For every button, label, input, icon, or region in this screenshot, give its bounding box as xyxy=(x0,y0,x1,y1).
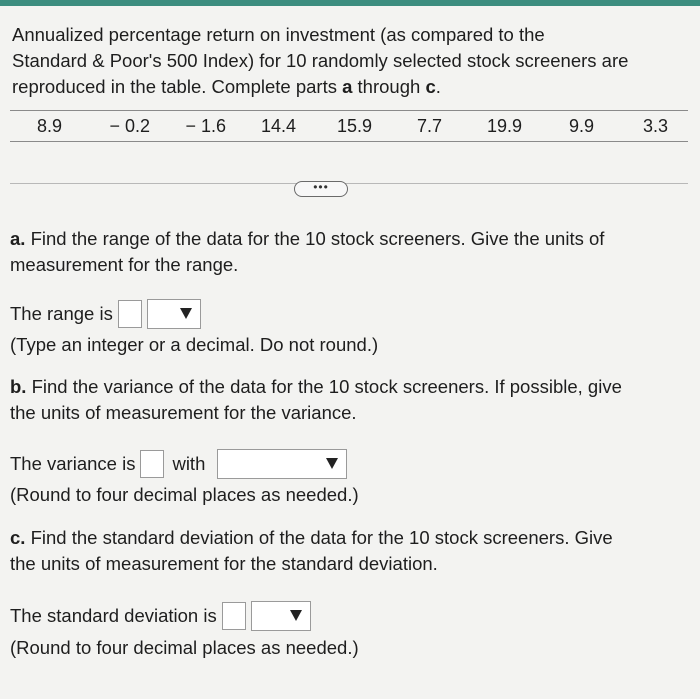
table-cell: 8.9 xyxy=(36,116,62,136)
table-top-border xyxy=(10,110,688,111)
intro-line-3: reproduced in the table. Complete parts a through c. xyxy=(12,76,441,97)
table-cell: − 1.6 xyxy=(185,116,226,136)
top-accent-bar xyxy=(0,0,700,6)
part-b-note: (Round to four decimal places as needed.) xyxy=(10,484,359,505)
intro-line-2: Standard & Poor's 500 Index) for 10 randomly selected stock screeners are xyxy=(12,50,629,71)
range-input[interactable] xyxy=(118,300,142,328)
part-a-answer-row xyxy=(10,299,201,329)
table-cell: 7.7 xyxy=(416,116,442,136)
table-cell: 3.3 xyxy=(642,116,668,136)
table-cell: 14.4 xyxy=(260,116,296,136)
more-button[interactable]: ••• xyxy=(294,181,348,197)
part-b-with-label: with xyxy=(172,453,206,474)
part-c-answer-row xyxy=(10,601,311,631)
part-c-question: c. Find the standard deviation of the data for the 10 stock screeners. Give the units of measurement for the standard deviation. xyxy=(10,527,613,574)
part-c-answer-label: The standard deviation is xyxy=(10,605,217,626)
range-units-dropdown[interactable] xyxy=(147,299,201,329)
table-cell: 9.9 xyxy=(568,116,594,136)
intro-line-1: Annualized percentage return on investment (as compared to the xyxy=(12,24,545,45)
part-a-note: (Type an integer or a decimal. Do not round.) xyxy=(10,334,379,355)
table-cell: − 0.2 xyxy=(109,116,150,136)
std-dev-units-dropdown[interactable] xyxy=(251,601,311,631)
part-a-answer-label: The range is xyxy=(10,303,113,324)
part-b-answer-row xyxy=(10,449,347,479)
dropdown-arrow-icon xyxy=(326,458,338,469)
dropdown-arrow-icon xyxy=(290,610,302,621)
section-divider xyxy=(10,183,688,184)
table-cell: 15.9 xyxy=(336,116,372,136)
part-a-question: a. Find the range of the data for the 10 stock screeners. Give the units of measurement for the range. xyxy=(10,228,605,275)
dropdown-arrow-icon xyxy=(180,308,192,319)
part-c-note: (Round to four decimal places as needed.) xyxy=(10,637,359,658)
table-cell: 19.9 xyxy=(486,116,522,136)
std-dev-input[interactable] xyxy=(222,602,246,630)
table-bottom-border xyxy=(10,141,688,142)
part-b-answer-label: The variance is xyxy=(10,453,136,474)
variance-units-dropdown[interactable] xyxy=(217,449,347,479)
part-b-question: b. Find the variance of the data for the 10 stock screeners. If possible, give the units of measurement for the variance. xyxy=(10,376,622,423)
problem-statement xyxy=(12,22,682,100)
variance-input[interactable] xyxy=(140,450,164,478)
